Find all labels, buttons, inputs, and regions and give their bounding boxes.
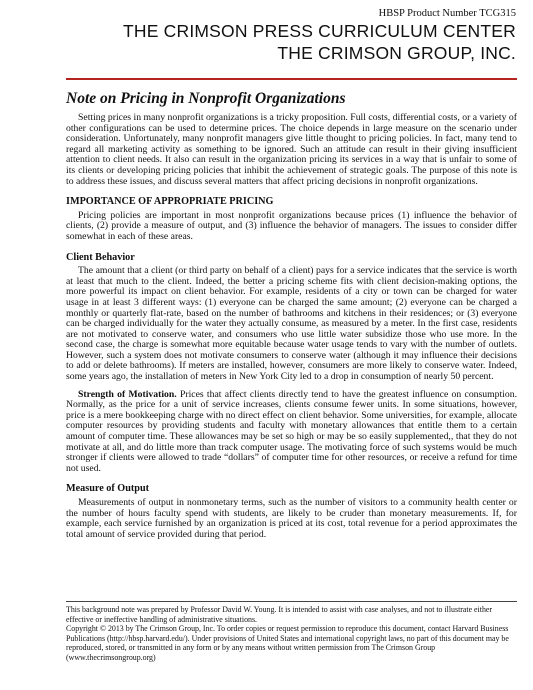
footnote [66, 601, 517, 662]
section-heading-client-behavior: Client Behavior [66, 251, 135, 263]
org-name-line1: THE CRIMSON PRESS CURRICULUM CENTER [123, 21, 516, 41]
document-body [66, 113, 517, 547]
section-heading-measure-output: Measure of Output [66, 483, 150, 495]
footnote-copyright: Copyright © 2013 by The Crimson Group, Inc. To order copies or request permission to reproduce this document, contact Harvard Business Publications (http://hbsp.harvard.edu/). Under provisions of United States and international copyright laws, no part of this document may be reproduced, stored, or transmitted in any form or by any means without written permission from The Crimson Group (www.thecrimsongroup.org) [66, 624, 509, 662]
client-behavior-paragraph: The amount that a client (or third party on behalf of a client) pays for a service indicates that the service is worth at least that much to the client. Indeed, the better a pricing scheme fits with client decision-making options, the more powerful its impact on client behavior. For example, residents of a city or town can be charged for water usage in at least 3 different ways: (1) everyone can be charged the same amount; (2) everyone can be charged a monthly or quarterly flat-rate, based on the number of bathrooms and kitchens in their residences; or (3) everyone can be charged individually for the water they actually consume, as measured by a meter. In the first case, residents are not motivated to conserve water, and consumers who use little water subsidize those who use more. In the second case, the charge is somewhat more equitable because water usage tends to vary with the number of outlets. However, such a system does not motivate consumers to conserve water (although it may influence their decisions to add or delete bathrooms). If meters are installed, however, consumers are more likely to conserve water. Indeed, some years ago, the installation of meters in New York City led to a drop in consumption of nearly 50 percent. [66, 265, 517, 383]
header-divider [66, 78, 517, 80]
section-heading-importance: IMPORTANCE OF APPROPRIATE PRICING [66, 196, 274, 208]
strength-lead: Strength of Motivation. [78, 388, 177, 400]
strength-text: Prices that affect clients directly tend to have the greatest influence on consumption. Normally, as the price for a unit of service increases, clients consume fewer units. In some situations, however, price is a mere bookkeeping charge with no direct effect on client behavior. Some universities, for example, allocate computer resources by providing students and faculty with monetary allowances that entitle them to a certain amount of computer time. These allowances may be set so high or may be so easily supplemented,, that they do not motivate at all, and do little more than track computer usage. The motivating force of such systems would be much stronger if clients were allowed to trade “dollars” of computer time for other resources, or receive a refund for time not used. [66, 388, 517, 474]
measure-output-paragraph: Measurements of output in nonmonetary terms, such as the number of visitors to a community health center or the number of hours faculty spend with students, are likely to be cruder than monetary measurements. If, for example, each service furnished by an organization is priced at its cost, total revenue for a period approximates the total amount of service provided during that period. [66, 497, 517, 540]
org-name-line2: THE CRIMSON GROUP, INC. [277, 43, 516, 63]
importance-paragraph: Pricing policies are important in most nonprofit organizations because prices (1) influence the behavior of clients, (2) provide a measure of output, and (3) influence the behavior of managers. The issues to consider differ somewhat in each of these areas. [66, 209, 517, 242]
product-number: HBSP Product Number TCG315 [378, 8, 516, 19]
footnote-authorship: This background note was prepared by Professor David W. Young. It is intended to assist with case analyses, and not to illustrate either effective or ineffective handling of administrative situations. [66, 605, 493, 624]
strength-paragraph [66, 390, 517, 475]
document-title: Note on Pricing in Nonprofit Organizations [66, 90, 346, 107]
intro-paragraph: Setting prices in many nonprofit organizations is a tricky proposition. Full costs, differential costs, or a variety of other configurations can be used to determine prices. The choice depends in large measure on the scenario under consideration. Unfortunately, many nonprofit managers give little thought to pricing policies. In fact, many tend to regard all marketing activity as something to be ignored. Such an attitude can result in their giving insufficient attention to client needs. It also can result in the organization pricing its services in a way that is unfair to some of its clients or developing pricing policies that inhibit the achievement of strategic goals. The purpose of this note is to address these issues, and discuss several matters that affect pricing decisions in nonprofit organizations. [66, 112, 517, 187]
